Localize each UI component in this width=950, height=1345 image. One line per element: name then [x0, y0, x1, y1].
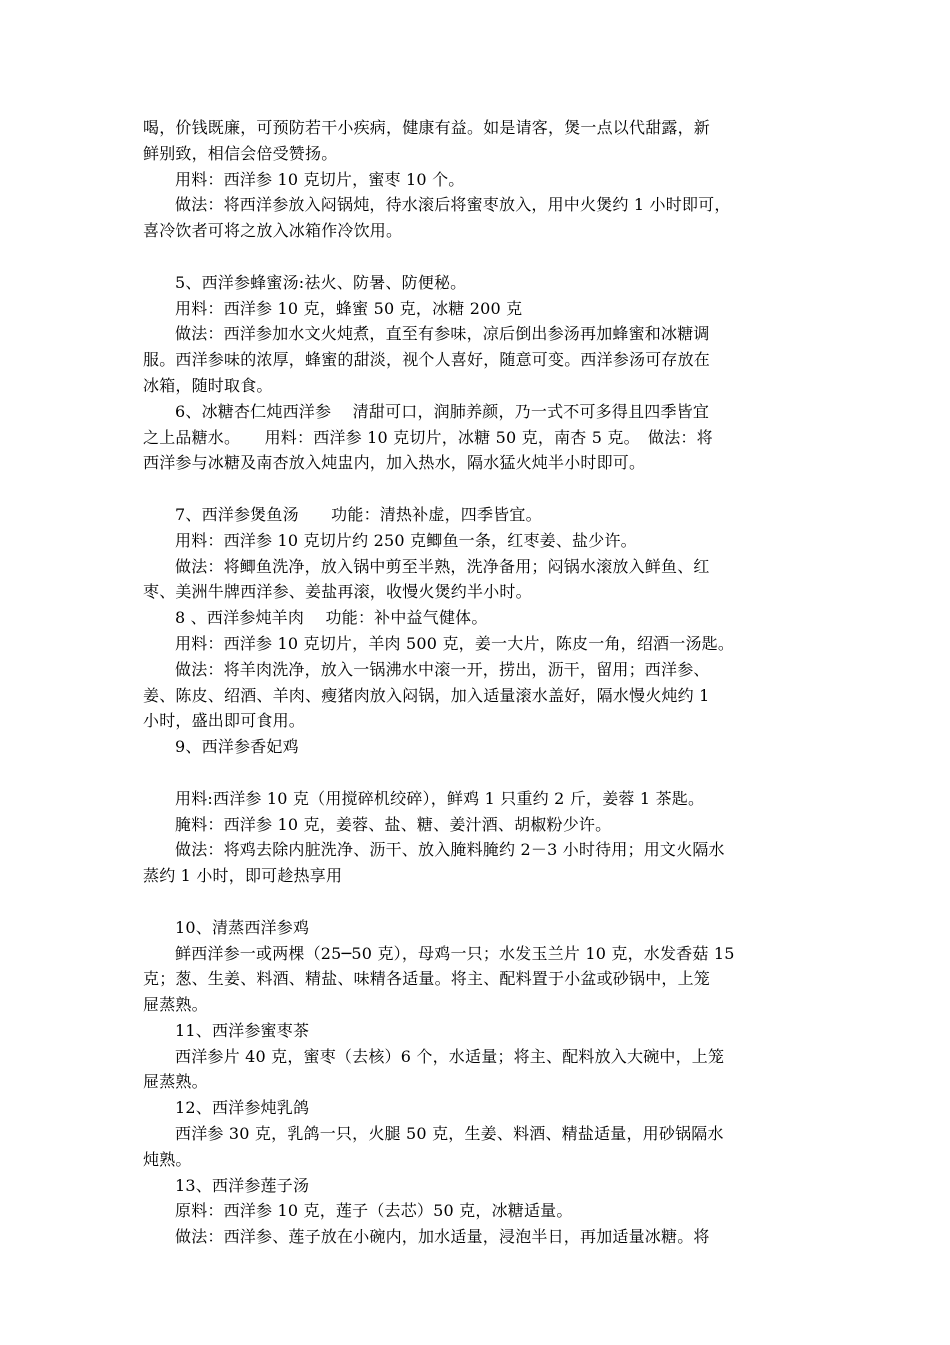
blank-line	[143, 889, 811, 915]
text-line: 喜冷饮者可将之放入冰箱作冷饮用。	[143, 221, 403, 241]
text-line: 做法：将西洋参放入闷锅炖，待水滚后将蜜枣放入，用中火煲约 1 小时即可，	[175, 195, 731, 215]
text-line: 腌料：西洋参 10 克，姜蓉、盐、糖、姜汁酒、胡椒粉少许。	[175, 814, 612, 834]
text-line: 姜、陈皮、绍酒、羊肉、瘦猪肉放入闷锅，加入适量滚水盖好，隔水慢火炖约 1	[143, 685, 710, 705]
recipe-heading: 7、西洋参煲鱼汤 功能：清热补虚，四季皆宜。	[175, 504, 542, 524]
text-line: 用料：西洋参 10 克切片约 250 克鲫鱼一条，红枣姜、盐少许。	[175, 530, 637, 550]
text-line: 用料：西洋参 10 克切片，羊肉 500 克，姜一大片，陈皮一角，绍酒一汤匙。	[175, 633, 735, 653]
recipe-heading: 13、西洋参莲子汤	[175, 1175, 310, 1195]
recipe-heading: 8 、西洋参炖羊肉 功能：补中益气健体。	[175, 608, 488, 628]
recipe-heading: 5、西洋参蜂蜜汤:祛火、防暑、防便秘。	[175, 272, 467, 292]
text-line: 做法：西洋参加水文火炖煮，直至有参味，凉后倒出参汤再加蜂蜜和冰糖调	[175, 324, 710, 344]
text-line: 用料:西洋参 10 克（用搅碎机绞碎），鲜鸡 1 只重约 2 斤，姜蓉 1 茶匙。	[175, 788, 705, 808]
recipe-heading: 6、冰糖杏仁炖西洋参 清甜可口，润肺养颜，乃一式不可多得且四季皆宜	[175, 401, 710, 421]
text-line: 用料：西洋参 10 克切片，蜜枣 10 个。	[175, 169, 465, 189]
text-line: 做法：将鲫鱼洗净，放入锅中剪至半熟，洗净备用；闷锅水滚放入鲜鱼、红	[175, 556, 710, 576]
blank-line	[143, 244, 811, 270]
text-line: 小时，盛出即可食用。	[143, 711, 306, 731]
text-line: 服。西洋参味的浓厚，蜂蜜的甜淡，视个人喜好，随意可变。西洋参汤可存放在	[143, 350, 711, 370]
text-line: 屉蒸熟。	[143, 995, 208, 1015]
text-line: 鲜别致，相信会倍受赞扬。	[143, 143, 338, 163]
text-line: 用料：西洋参 10 克，蜂蜜 50 克，冰糖 200 克	[175, 298, 523, 318]
text-line: 做法：将羊肉洗净，放入一锅沸水中滚一开，捞出，沥干，留用；西洋参、	[175, 659, 710, 679]
recipe-heading: 10、清蒸西洋参鸡	[175, 917, 310, 937]
blank-line	[143, 760, 811, 786]
blank-line	[143, 476, 811, 502]
text-line: 西洋参与冰糖及南杏放入炖盅内，加入热水，隔水猛火炖半小时即可。	[143, 453, 646, 473]
text-line: 蒸约 1 小时，即可趁热享用	[143, 866, 343, 886]
text-line: 枣、美洲牛牌西洋参、姜盐再滚，收慢火煲约半小时。	[143, 582, 532, 602]
text-line: 原料：西洋参 10 克，莲子（去芯）50 克，冰糖适量。	[175, 1201, 573, 1221]
text-line: 之上品糖水。 用料：西洋参 10 克切片，冰糖 50 克，南杏 5 克。 做法：将	[143, 427, 713, 447]
recipe-heading: 11、西洋参蜜枣茶	[175, 1020, 310, 1040]
text-line: 做法：西洋参、莲子放在小碗内，加水适量，浸泡半日，再加适量冰糖。将	[175, 1227, 710, 1247]
recipe-heading: 12、西洋参炖乳鸽	[175, 1098, 310, 1118]
recipe-heading: 9、西洋参香妃鸡	[175, 737, 299, 757]
text-line: 克；葱、生姜、料酒、精盐、味精各适量。将主、配料置于小盆或砂锅中，上笼	[143, 969, 711, 989]
document-body	[143, 115, 811, 1250]
text-line: 鲜西洋参一或两棵（25─50 克），母鸡一只；水发玉兰片 10 克，水发香菇 15	[175, 943, 735, 963]
text-line: 炖熟。	[143, 1149, 192, 1169]
text-line: 冰箱，随时取食。	[143, 375, 273, 395]
text-line: 喝，价钱既廉，可预防若干小疾病，健康有益。如是请客，煲一点以代甜露，新	[143, 118, 711, 137]
text-line: 屉蒸熟。	[143, 1072, 208, 1092]
text-line: 做法：将鸡去除内脏洗净、沥干、放入腌料腌约 2－3 小时待用；用文火隔水	[175, 840, 725, 860]
text-line: 西洋参片 40 克，蜜枣（去核）6 个，水适量；将主、配料放入大碗中，上笼	[175, 1046, 725, 1066]
text-line: 西洋参 30 克，乳鸽一只，火腿 50 克，生姜、料酒、精盐适量，用砂锅隔水	[175, 1124, 724, 1144]
